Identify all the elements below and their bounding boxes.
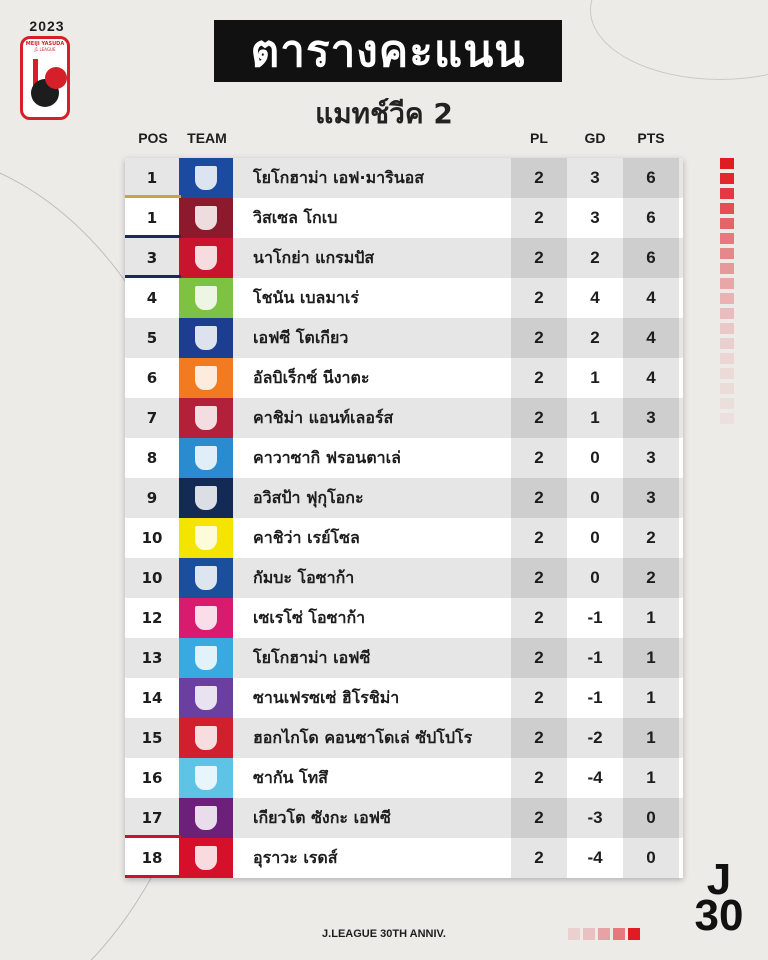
team-crest-icon — [193, 444, 219, 472]
team-name: อัลบิเร็กซ์ นีงาตะ — [253, 367, 370, 387]
team-name: วิสเซล โกเบ — [253, 207, 338, 227]
scale-block — [720, 173, 734, 184]
row-position: 8 — [146, 449, 158, 467]
points-value: 6 — [623, 198, 679, 238]
row-position: 7 — [146, 409, 158, 427]
page-subtitle: แมทช์วีค 2 — [315, 97, 453, 130]
goal-diff-value: 0 — [590, 448, 600, 467]
row-position: 9 — [146, 489, 158, 507]
row-position: 14 — [141, 689, 163, 707]
team-crest-bg — [179, 438, 233, 478]
played-value: 2 — [511, 838, 567, 878]
team-crest-icon — [193, 804, 219, 832]
scale-block — [720, 278, 734, 289]
goal-diff-value: 4 — [590, 288, 600, 307]
row-position: 16 — [141, 769, 163, 787]
footer-square — [568, 928, 580, 940]
table-row — [125, 318, 683, 358]
points-value: 4 — [623, 278, 679, 318]
scale-block — [720, 338, 734, 349]
goal-diff-value: 1 — [590, 408, 600, 427]
team-crest-icon — [193, 724, 219, 752]
table-row — [125, 718, 683, 758]
goal-diff-value: -2 — [587, 728, 603, 747]
team-crest-icon — [193, 844, 219, 872]
scale-block — [720, 413, 734, 424]
position-marker — [125, 875, 181, 878]
played-value: 2 — [511, 478, 567, 518]
team-crest-bg — [179, 758, 233, 798]
table-row — [125, 198, 683, 238]
team-crest-icon — [193, 644, 219, 672]
header-gd: GD — [584, 130, 606, 146]
points-value: 4 — [623, 318, 679, 358]
j30-number: 30 — [694, 891, 744, 940]
table-row — [125, 598, 683, 638]
played-value: 2 — [511, 318, 567, 358]
played-value: 2 — [511, 358, 567, 398]
goal-diff-value: 3 — [590, 168, 600, 187]
goal-diff-value: -1 — [587, 688, 603, 707]
scale-block — [720, 323, 734, 334]
color-scale — [720, 158, 734, 428]
goal-diff-value: -1 — [587, 648, 603, 667]
played-value: 2 — [511, 158, 567, 198]
table-row — [125, 158, 683, 198]
points-value: 1 — [623, 678, 679, 718]
header-pts: PTS — [637, 130, 665, 146]
team-crest-bg — [179, 318, 233, 358]
scale-block — [720, 263, 734, 274]
played-value: 2 — [511, 238, 567, 278]
team-crest-bg — [179, 838, 233, 878]
points-value: 2 — [623, 558, 679, 598]
j30-badge — [688, 855, 750, 940]
row-position: 18 — [141, 849, 163, 867]
team-crest-icon — [193, 564, 219, 592]
row-position: 13 — [141, 649, 163, 667]
scale-block — [720, 158, 734, 169]
team-name: คาชิว่า เรย์โซล — [253, 527, 360, 547]
scale-block — [720, 248, 734, 259]
table-row — [125, 278, 683, 318]
goal-diff-value: 0 — [590, 528, 600, 547]
points-value: 1 — [623, 758, 679, 798]
team-crest-icon — [193, 404, 219, 432]
points-value: 1 — [623, 638, 679, 678]
table-row — [125, 838, 683, 878]
row-position: 1 — [146, 209, 158, 227]
table-row — [125, 798, 683, 838]
row-position: 17 — [141, 809, 163, 827]
header-team: TEAM — [187, 130, 227, 146]
team-name: อุราวะ เรดส์ — [253, 847, 338, 867]
team-crest-bg — [179, 198, 233, 238]
table-row — [125, 478, 683, 518]
team-name: คาวาซากิ ฟรอนตาเล่ — [253, 447, 401, 467]
points-value: 0 — [623, 798, 679, 838]
team-crest-bg — [179, 718, 233, 758]
table-row — [125, 558, 683, 598]
points-value: 3 — [623, 478, 679, 518]
played-value: 2 — [511, 398, 567, 438]
team-crest-bg — [179, 238, 233, 278]
team-crest-icon — [193, 484, 219, 512]
team-name: โยโกฮาม่า เอฟซี — [253, 647, 371, 667]
team-crest-bg — [179, 398, 233, 438]
points-value: 2 — [623, 518, 679, 558]
table-row — [125, 518, 683, 558]
footer-squares — [568, 928, 643, 940]
points-value: 3 — [623, 438, 679, 478]
team-crest-icon — [193, 244, 219, 272]
scale-block — [720, 353, 734, 364]
goal-diff-value: 2 — [590, 248, 600, 267]
team-crest-icon — [193, 684, 219, 712]
logo-year: 2023 — [29, 18, 65, 34]
scale-block — [720, 368, 734, 379]
team-crest-bg — [179, 638, 233, 678]
team-name: โชนัน เบลมาเร่ — [253, 287, 359, 307]
row-position: 10 — [141, 529, 163, 547]
table-row — [125, 438, 683, 478]
header-pos: POS — [138, 130, 168, 146]
team-crest-icon — [193, 164, 219, 192]
team-name: โยโกฮาม่า เอฟ·มารินอส — [253, 167, 425, 187]
logo-red-ball-icon — [45, 67, 67, 89]
table-row — [125, 678, 683, 718]
points-value: 0 — [623, 838, 679, 878]
row-position: 3 — [146, 249, 158, 267]
table-row — [125, 638, 683, 678]
team-crest-bg — [179, 158, 233, 198]
team-crest-bg — [179, 358, 233, 398]
team-crest-icon — [193, 324, 219, 352]
row-position: 15 — [141, 729, 163, 747]
team-crest-icon — [193, 364, 219, 392]
footer-square — [628, 928, 640, 940]
team-name: กัมบะ โอซาก้า — [253, 567, 355, 587]
team-crest-bg — [179, 518, 233, 558]
scale-block — [720, 308, 734, 319]
team-crest-bg — [179, 598, 233, 638]
row-position: 1 — [146, 169, 158, 187]
goal-diff-value: -4 — [587, 848, 603, 867]
team-name: นาโกย่า แกรมปัส — [253, 247, 375, 267]
header-pl: PL — [530, 130, 548, 146]
goal-diff-value: 0 — [590, 568, 600, 587]
footer-text: J.LEAGUE 30TH ANNIV. — [322, 928, 446, 940]
team-crest-bg — [179, 678, 233, 718]
scale-block — [720, 188, 734, 199]
team-name: เกียวโต ซังกะ เอฟซี — [253, 807, 391, 827]
logo-league: J1 LEAGUE — [34, 47, 56, 52]
scale-block — [720, 218, 734, 229]
goal-diff-value: 2 — [590, 328, 600, 347]
team-crest-icon — [193, 524, 219, 552]
row-position: 4 — [146, 289, 158, 307]
standings-table — [125, 158, 683, 878]
team-crest-icon — [193, 284, 219, 312]
team-crest-icon — [193, 204, 219, 232]
scale-block — [720, 233, 734, 244]
team-name: เซเรโซ่ โอซาก้า — [253, 607, 366, 627]
points-value: 6 — [623, 158, 679, 198]
team-crest-icon — [193, 764, 219, 792]
team-name: คาชิม่า แอนท์เลอร์ส — [253, 407, 394, 427]
played-value: 2 — [511, 678, 567, 718]
scale-block — [720, 293, 734, 304]
row-position: 12 — [141, 609, 163, 627]
goal-diff-value: 3 — [590, 208, 600, 227]
played-value: 2 — [511, 638, 567, 678]
played-value: 2 — [511, 198, 567, 238]
team-crest-bg — [179, 798, 233, 838]
j30-letter: J — [706, 855, 732, 904]
played-value: 2 — [511, 518, 567, 558]
goal-diff-value: 0 — [590, 488, 600, 507]
team-crest-icon — [193, 604, 219, 632]
footer-square — [598, 928, 610, 940]
team-name: ซานเฟรซเซ่ ฮิโรชิม่า — [253, 687, 400, 707]
scale-block — [720, 203, 734, 214]
played-value: 2 — [511, 798, 567, 838]
table-row — [125, 238, 683, 278]
points-value: 1 — [623, 598, 679, 638]
points-value: 1 — [623, 718, 679, 758]
goal-diff-value: -3 — [587, 808, 603, 827]
page-title: ตารางคะแนน — [214, 20, 562, 82]
played-value: 2 — [511, 598, 567, 638]
scale-block — [720, 398, 734, 409]
points-value: 4 — [623, 358, 679, 398]
team-crest-bg — [179, 558, 233, 598]
team-crest-bg — [179, 278, 233, 318]
logo-sponsor: MEIJI YASUDA — [25, 41, 65, 47]
row-position: 6 — [146, 369, 158, 387]
played-value: 2 — [511, 438, 567, 478]
row-position: 10 — [141, 569, 163, 587]
scale-block — [720, 383, 734, 394]
team-name: ฮอกไกโด คอนซาโดเล่ ซัปโปโร — [253, 727, 473, 747]
team-name: อวิสป้า ฟุกุโอกะ — [253, 487, 364, 507]
played-value: 2 — [511, 278, 567, 318]
team-name: เอฟซี โตเกียว — [253, 327, 349, 347]
row-position: 5 — [146, 329, 158, 347]
team-name: ซากัน โทสึ — [253, 767, 328, 787]
goal-diff-value: -1 — [587, 608, 603, 627]
played-value: 2 — [511, 758, 567, 798]
points-value: 6 — [623, 238, 679, 278]
footer-square — [613, 928, 625, 940]
goal-diff-value: 1 — [590, 368, 600, 387]
team-crest-bg — [179, 478, 233, 518]
table-row — [125, 358, 683, 398]
played-value: 2 — [511, 558, 567, 598]
points-value: 3 — [623, 398, 679, 438]
played-value: 2 — [511, 718, 567, 758]
table-row — [125, 758, 683, 798]
goal-diff-value: -4 — [587, 768, 603, 787]
background-arc-top — [590, 0, 768, 80]
table-row — [125, 398, 683, 438]
footer-square — [583, 928, 595, 940]
